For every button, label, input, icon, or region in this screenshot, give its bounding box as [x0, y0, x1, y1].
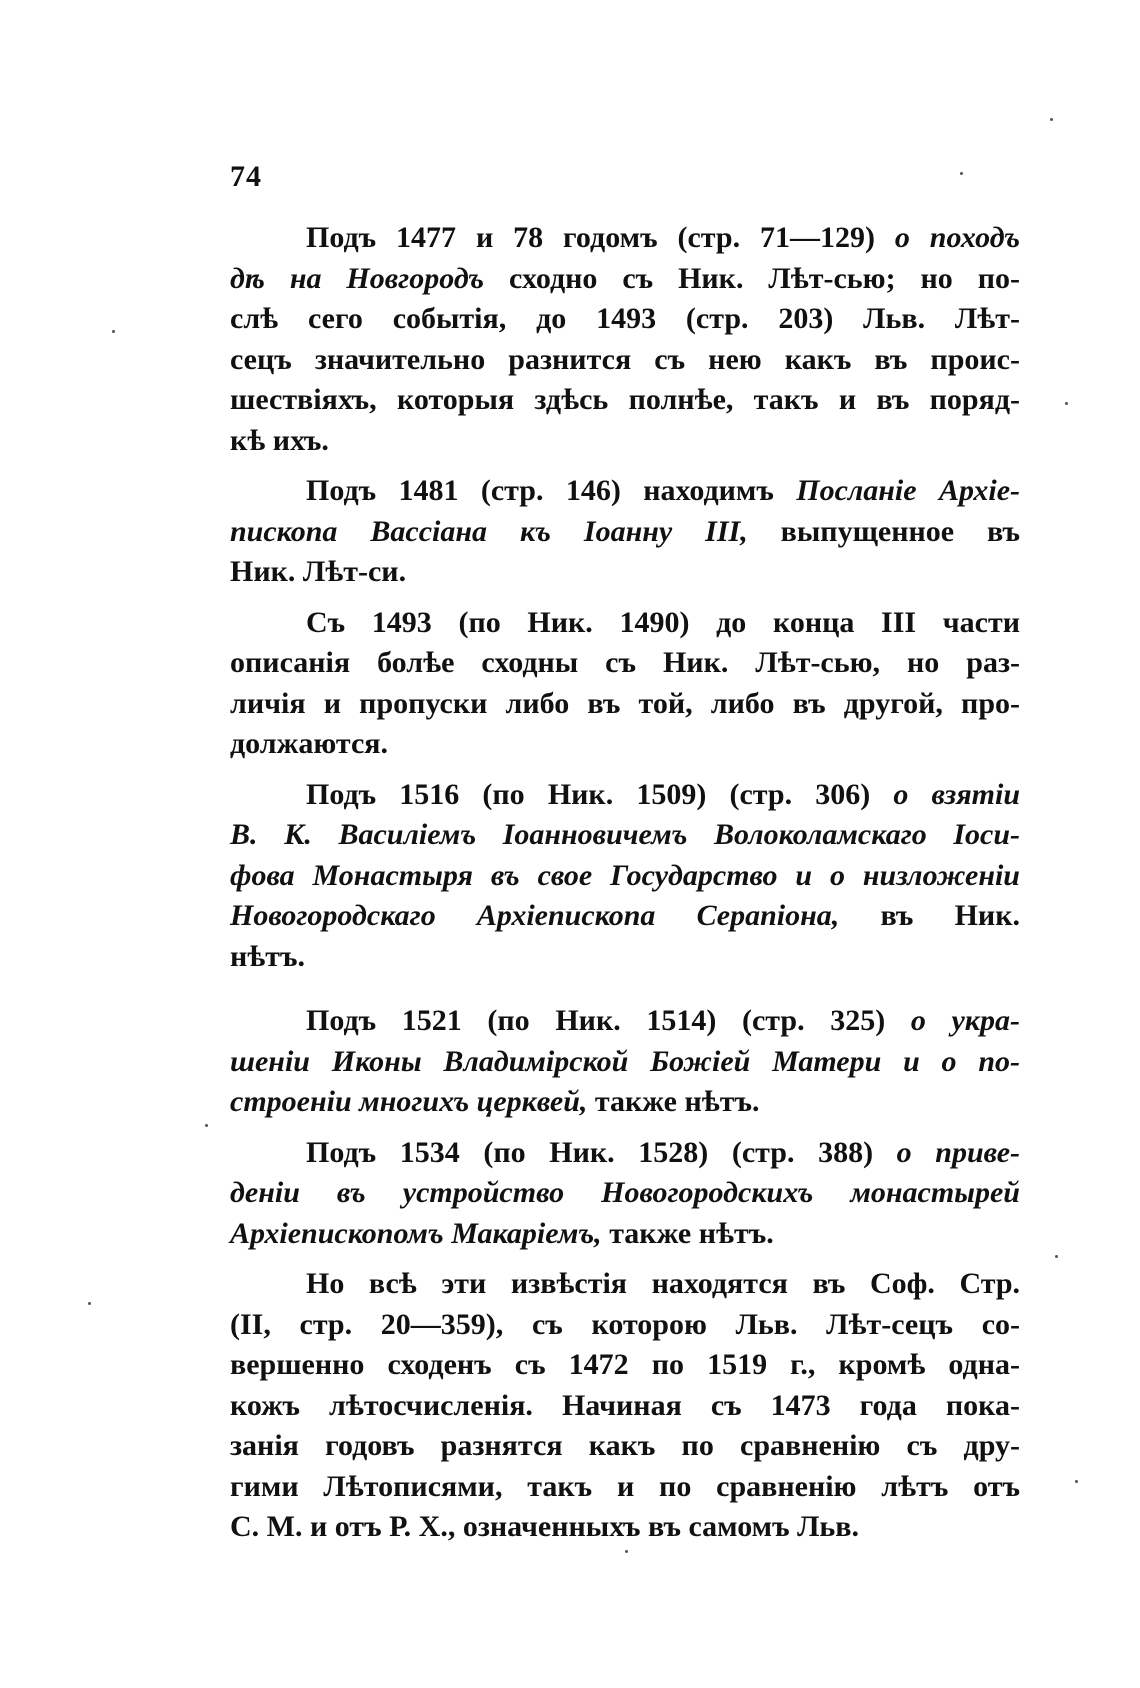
text-segment: Подъ 1516 (по Ник. 1509) (стр. 306): [306, 777, 894, 811]
text-line: [230, 1082, 1020, 1123]
text-line: [230, 896, 1020, 937]
text-segment: шествіяхъ, которыя здѣсь полнѣе, такъ и въ поряд-: [230, 383, 1020, 416]
text-line: [230, 815, 1020, 856]
text-segment: занія годовъ разнятся какъ по сравненію съ дру-: [230, 1429, 1020, 1462]
text-line: [230, 512, 1020, 553]
paragraph: [230, 471, 1020, 593]
text-segment: Подъ 1521 (по Ник. 1514) (стр. 325): [306, 1004, 911, 1037]
scan-speck: [960, 172, 963, 175]
italic-segment: Посланіе Архіе-: [796, 474, 1021, 507]
italic-segment: Новогородскаго Архіепископа Серапіона,: [230, 899, 840, 932]
text-segment: кѣ ихъ.: [230, 423, 329, 457]
text-segment: С. М. и отъ Р. Х., означенныхъ въ самомъ Льв.: [230, 1510, 859, 1543]
text-line: [230, 1173, 1020, 1214]
text-segment: описанія болѣе сходны съ Ник. Лѣт-сью, но раз-: [230, 646, 1020, 679]
italic-segment: деніи въ устройство Новогородскихъ монастырей: [230, 1176, 1020, 1209]
text-segment: личія и пропуски либо въ той, либо въ другой, про-: [230, 686, 1020, 720]
italic-segment: пископа Вассіана къ Іоанну III,: [230, 514, 748, 548]
text-line: [230, 218, 1020, 259]
text-segment: сецъ значительно разнится съ нею какъ въ проис-: [230, 342, 1020, 376]
text-line: [230, 684, 1020, 725]
text-line: [230, 1507, 1020, 1548]
text-segment: въ Ник.: [839, 899, 1020, 932]
text-line: [230, 1264, 1020, 1305]
text-line: [230, 421, 1020, 462]
page-number: 74: [230, 160, 262, 193]
scan-speck: [1075, 1480, 1078, 1483]
text-line: [230, 1133, 1020, 1174]
text-line: [230, 1426, 1020, 1467]
text-line: [230, 724, 1020, 765]
scan-speck: [205, 1124, 208, 1127]
text-line: [230, 1305, 1020, 1346]
text-line: [230, 643, 1020, 684]
text-line: [230, 1214, 1020, 1255]
scan-speck: [1050, 118, 1053, 121]
text-line: [230, 1386, 1020, 1427]
text-line: [230, 856, 1020, 897]
italic-segment: о укра-: [910, 1004, 1021, 1037]
paragraph: [230, 1133, 1020, 1255]
italic-segment: дѣ на Новгородъ: [230, 261, 485, 295]
text-segment: вершенно сходенъ съ 1472 по 1519 г., кромѣ одна-: [230, 1348, 1020, 1381]
scan-speck: [1055, 1255, 1058, 1258]
text-line: [230, 1345, 1020, 1386]
text-line: [230, 603, 1020, 644]
body-text: [230, 218, 1020, 1558]
italic-segment: фова Монастыря въ свое Государство и о низложеніи: [230, 858, 1020, 892]
italic-segment: шеніи Иконы Владимірской Божіей Матери и о по-: [230, 1044, 1020, 1078]
text-line: [230, 937, 1020, 978]
text-segment: (II, стр. 20—359), съ которою Льв. Лѣт-сецъ со-: [230, 1307, 1020, 1341]
text-segment: Ник. Лѣт-си.: [230, 555, 407, 588]
paragraph: [230, 1001, 1020, 1123]
text-segment: также нѣтъ.: [601, 1216, 774, 1250]
scan-speck: [625, 1550, 628, 1553]
text-line: [230, 552, 1020, 593]
text-segment: слѣ сего событія, до 1493 (стр. 203) Льв. Лѣт-: [230, 302, 1020, 335]
text-line: [230, 299, 1020, 340]
italic-segment: строеніи многихъ церквей,: [230, 1085, 588, 1118]
text-segment: выпущенное въ: [747, 514, 1020, 548]
text-line: [230, 259, 1020, 300]
text-line: [230, 340, 1020, 381]
text-line: [230, 1042, 1020, 1083]
text-segment: Подъ 1534 (по Ник. 1528) (стр. 388): [306, 1135, 897, 1169]
text-line: [230, 471, 1020, 512]
text-segment: также нѣтъ.: [587, 1085, 760, 1118]
text-segment: должаются.: [230, 727, 389, 760]
paragraph: [230, 218, 1020, 461]
paragraph: [230, 1264, 1020, 1548]
text-segment: Съ 1493 (по Ник. 1490) до конца III части: [306, 605, 1020, 639]
paragraph: [230, 603, 1020, 765]
text-line: [230, 1001, 1020, 1042]
text-line: [230, 1467, 1020, 1508]
italic-segment: Архіепископомъ Макаріемъ,: [230, 1216, 602, 1250]
scan-speck: [88, 1302, 91, 1305]
text-segment: Подъ 1477 и 78 годомъ (стр. 71—129): [306, 221, 895, 254]
paragraph: [230, 775, 1020, 978]
scan-speck: [1065, 402, 1068, 405]
text-segment: сходно съ Ник. Лѣт-сью; но по-: [484, 261, 1020, 295]
text-line: [230, 775, 1020, 816]
text-line: [230, 380, 1020, 421]
italic-segment: В. К. Василіемъ Іоанновичемъ Волоколамскаго Іоси-: [230, 818, 1020, 851]
scan-speck: [112, 330, 115, 333]
italic-segment: о походъ: [894, 221, 1021, 254]
text-segment: Но всѣ эти извѣстія находятся въ Соф. Стр.: [306, 1267, 1020, 1300]
italic-segment: о приве-: [896, 1135, 1020, 1169]
text-segment: гими Лѣтописями, такъ и по сравненію лѣтъ отъ: [230, 1469, 1020, 1503]
italic-segment: о взятіи: [893, 777, 1020, 811]
text-segment: Подъ 1481 (стр. 146) находимъ: [306, 474, 797, 507]
text-segment: кожъ лѣтосчисленія. Начиная съ 1473 года пока-: [230, 1388, 1020, 1422]
text-segment: нѣтъ.: [230, 939, 306, 973]
